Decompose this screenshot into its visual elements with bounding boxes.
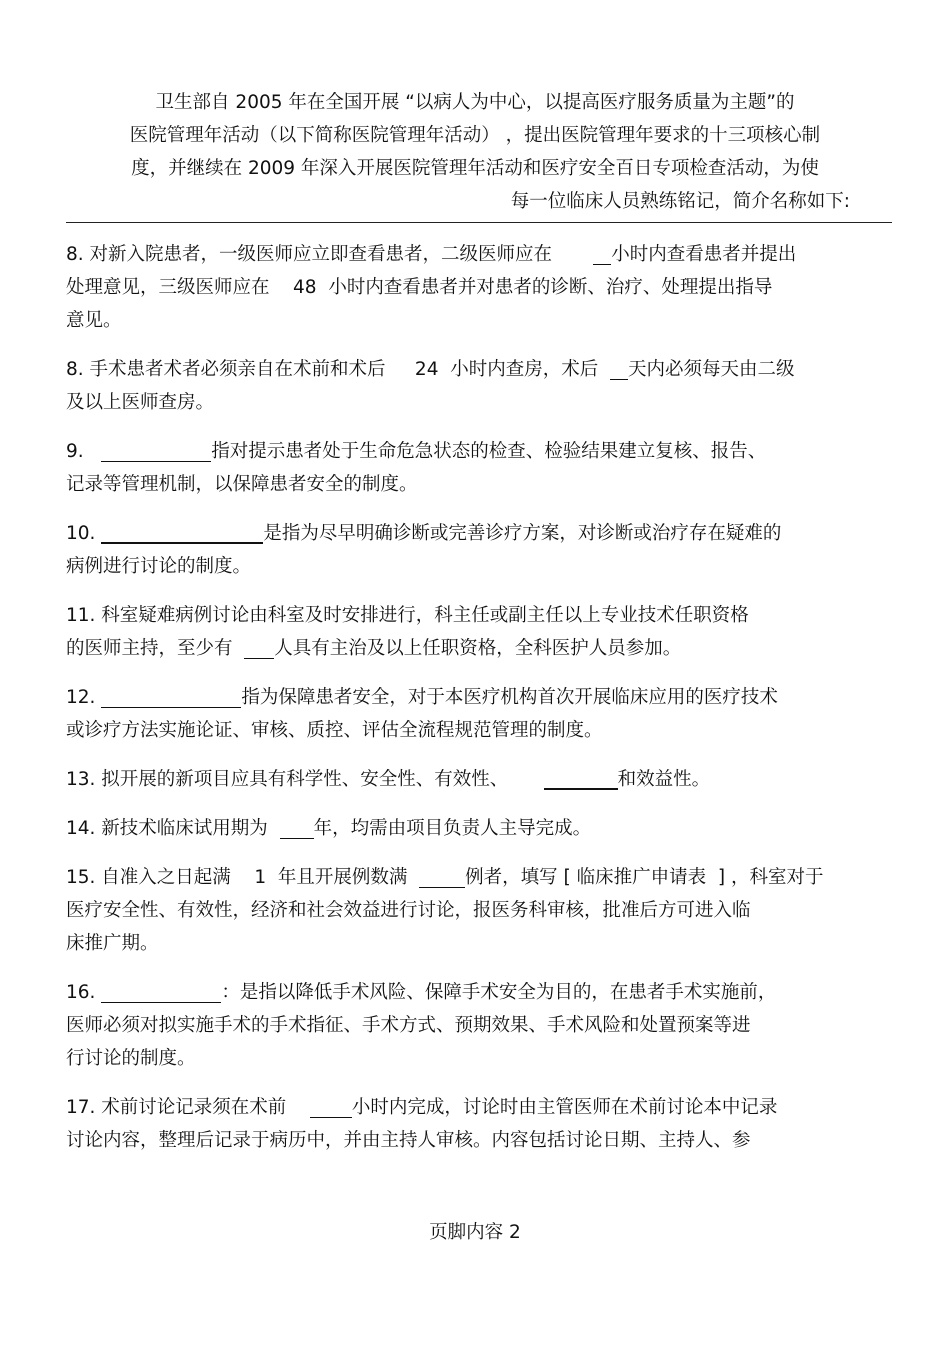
question-text: 医师必须对拟实施手术的手术指征、手术方式、预期效果、手术风险和处置预案等进 bbox=[66, 1015, 751, 1036]
question-text: 意见。 bbox=[66, 310, 122, 331]
question-line bbox=[66, 435, 896, 468]
question-text: 处理意见，三级医师应在 48 小时内查看患者并对患者的诊断、治疗、处理提出指导 bbox=[66, 277, 773, 298]
question-text: 是指为尽早明确诊断或完善诊疗方案，对诊断或治疗存在疑难的 bbox=[263, 523, 782, 544]
question-line bbox=[66, 976, 896, 1009]
question-text: 例者，填写 [ 临床推广申请表 ] ，科室对于 bbox=[465, 867, 824, 888]
fill-in-blank bbox=[280, 816, 314, 839]
question-line bbox=[66, 386, 896, 419]
question-text: 11. 科室疑难病例讨论由科室及时安排进行，科主任或副主任以上专业技术任职资格 bbox=[66, 605, 749, 626]
question-text: 行讨论的制度。 bbox=[66, 1048, 196, 1069]
question-text: 记录等管理机制，以保障患者安全的制度。 bbox=[66, 474, 418, 495]
fill-in-blank bbox=[610, 357, 628, 380]
question-text: 17. 术前讨论记录须在术前 bbox=[66, 1097, 310, 1118]
question-item bbox=[66, 681, 896, 747]
question-text: 年，均需由项目负责人主导完成。 bbox=[313, 818, 592, 839]
fill-in-blank bbox=[310, 1095, 352, 1118]
question-text: 人具有主治及以上任职资格，全科医护人员参加。 bbox=[274, 638, 682, 659]
question-text: 10. bbox=[66, 523, 102, 544]
question-line bbox=[66, 468, 896, 501]
page-footer: 页脚内容 2 bbox=[429, 1222, 521, 1243]
question-text: 和效益性。 bbox=[617, 769, 711, 790]
fill-in-blank bbox=[101, 439, 211, 462]
question-line bbox=[66, 1124, 896, 1157]
question-text: 指对提示患者处于生命危急状态的检查、检验结果建立复核、报告、 bbox=[211, 441, 767, 462]
header-divider bbox=[66, 222, 892, 223]
question-text: 天内必须每天由二级 bbox=[628, 359, 795, 380]
question-item bbox=[66, 353, 896, 419]
question-item bbox=[66, 435, 896, 501]
question-text: 14. 新技术临床试用期为 bbox=[66, 818, 280, 839]
intro-paragraph bbox=[60, 86, 890, 218]
fill-in-blank bbox=[244, 636, 274, 659]
question-line bbox=[66, 894, 896, 927]
fill-in-blank bbox=[544, 766, 618, 790]
fill-in-blank bbox=[419, 865, 465, 888]
question-text: 医疗安全性、有效性，经济和社会效益进行讨论，报医务科审核，批准后方可进入临 bbox=[66, 900, 751, 921]
question-text: 及以上医师查房。 bbox=[66, 392, 215, 413]
fill-in-blank bbox=[101, 685, 241, 708]
question-text: 小时内完成，讨论时由主管医师在术前讨论本中记录 bbox=[351, 1097, 778, 1118]
question-line bbox=[66, 861, 896, 894]
question-text: 的医师主持，至少有 bbox=[66, 638, 245, 659]
intro-line: 每一位临床人员熟练铭记，简介名称如下: bbox=[510, 191, 850, 212]
fill-in-blank bbox=[593, 242, 611, 265]
question-text: 小时内查看患者并提出 bbox=[611, 244, 797, 265]
question-line bbox=[66, 599, 896, 632]
question-text: 9. bbox=[66, 441, 102, 462]
question-line bbox=[66, 763, 896, 796]
question-text: 8. 手术患者术者必须亲自在术前和术后 24 小时内查房，术后 bbox=[66, 359, 610, 380]
intro-line: 医院管理年活动（以下简称医院管理年活动） ，提出医院管理年要求的十三项核心制 bbox=[129, 125, 821, 146]
question-line bbox=[66, 1042, 896, 1075]
question-item bbox=[66, 812, 896, 845]
question-text: 指为保障患者安全，对于本医疗机构首次开展临床应用的医疗技术 bbox=[241, 687, 778, 708]
question-line bbox=[66, 681, 896, 714]
intro-line: 度，并继续在 2009 年深入开展医院管理年活动和医疗安全百日专项检查活动，为使 bbox=[131, 158, 819, 179]
question-text: 或诊疗方法实施论证、审核、质控、评估全流程规范管理的制度。 bbox=[66, 720, 603, 741]
question-line bbox=[66, 517, 896, 550]
question-text: ：是指以降低手术风险、保障手术安全为目的，在患者手术实施前， bbox=[221, 982, 777, 1003]
question-list bbox=[66, 238, 896, 1173]
question-line bbox=[66, 353, 896, 386]
question-item bbox=[66, 763, 896, 796]
intro-line: 卫生部自 2005 年在全国开展 “以病人为中心，以提高医疗服务质量为主题”的 bbox=[155, 92, 795, 113]
question-line bbox=[66, 304, 896, 337]
question-item bbox=[66, 599, 896, 665]
question-item bbox=[66, 238, 896, 337]
question-text: 讨论内容，整理后记录于病历中，并由主持人审核。内容包括讨论日期、主持人、参 bbox=[66, 1130, 751, 1151]
question-item bbox=[66, 1091, 896, 1157]
question-text: 16. bbox=[66, 982, 102, 1003]
question-line bbox=[66, 238, 896, 271]
fill-in-blank bbox=[101, 980, 221, 1003]
question-text: 8. 对新入院患者，一级医师应立即查看患者，二级医师应在 bbox=[66, 244, 594, 265]
question-text: 15. 自准入之日起满 1 年且开展例数满 bbox=[66, 867, 420, 888]
question-line bbox=[66, 927, 896, 960]
question-item bbox=[66, 861, 896, 960]
question-line bbox=[66, 271, 896, 304]
question-item bbox=[66, 976, 896, 1075]
question-line bbox=[66, 1009, 896, 1042]
question-line bbox=[66, 632, 896, 665]
question-text: 12. bbox=[66, 687, 102, 708]
question-text: 病例进行讨论的制度。 bbox=[66, 556, 252, 577]
question-line bbox=[66, 550, 896, 583]
fill-in-blank bbox=[101, 520, 263, 544]
question-text: 13. 拟开展的新项目应具有科学性、安全性、有效性、 bbox=[66, 769, 544, 790]
question-line bbox=[66, 1091, 896, 1124]
question-line bbox=[66, 812, 896, 845]
question-line bbox=[66, 714, 896, 747]
question-text: 床推广期。 bbox=[66, 933, 159, 954]
question-item bbox=[66, 517, 896, 583]
